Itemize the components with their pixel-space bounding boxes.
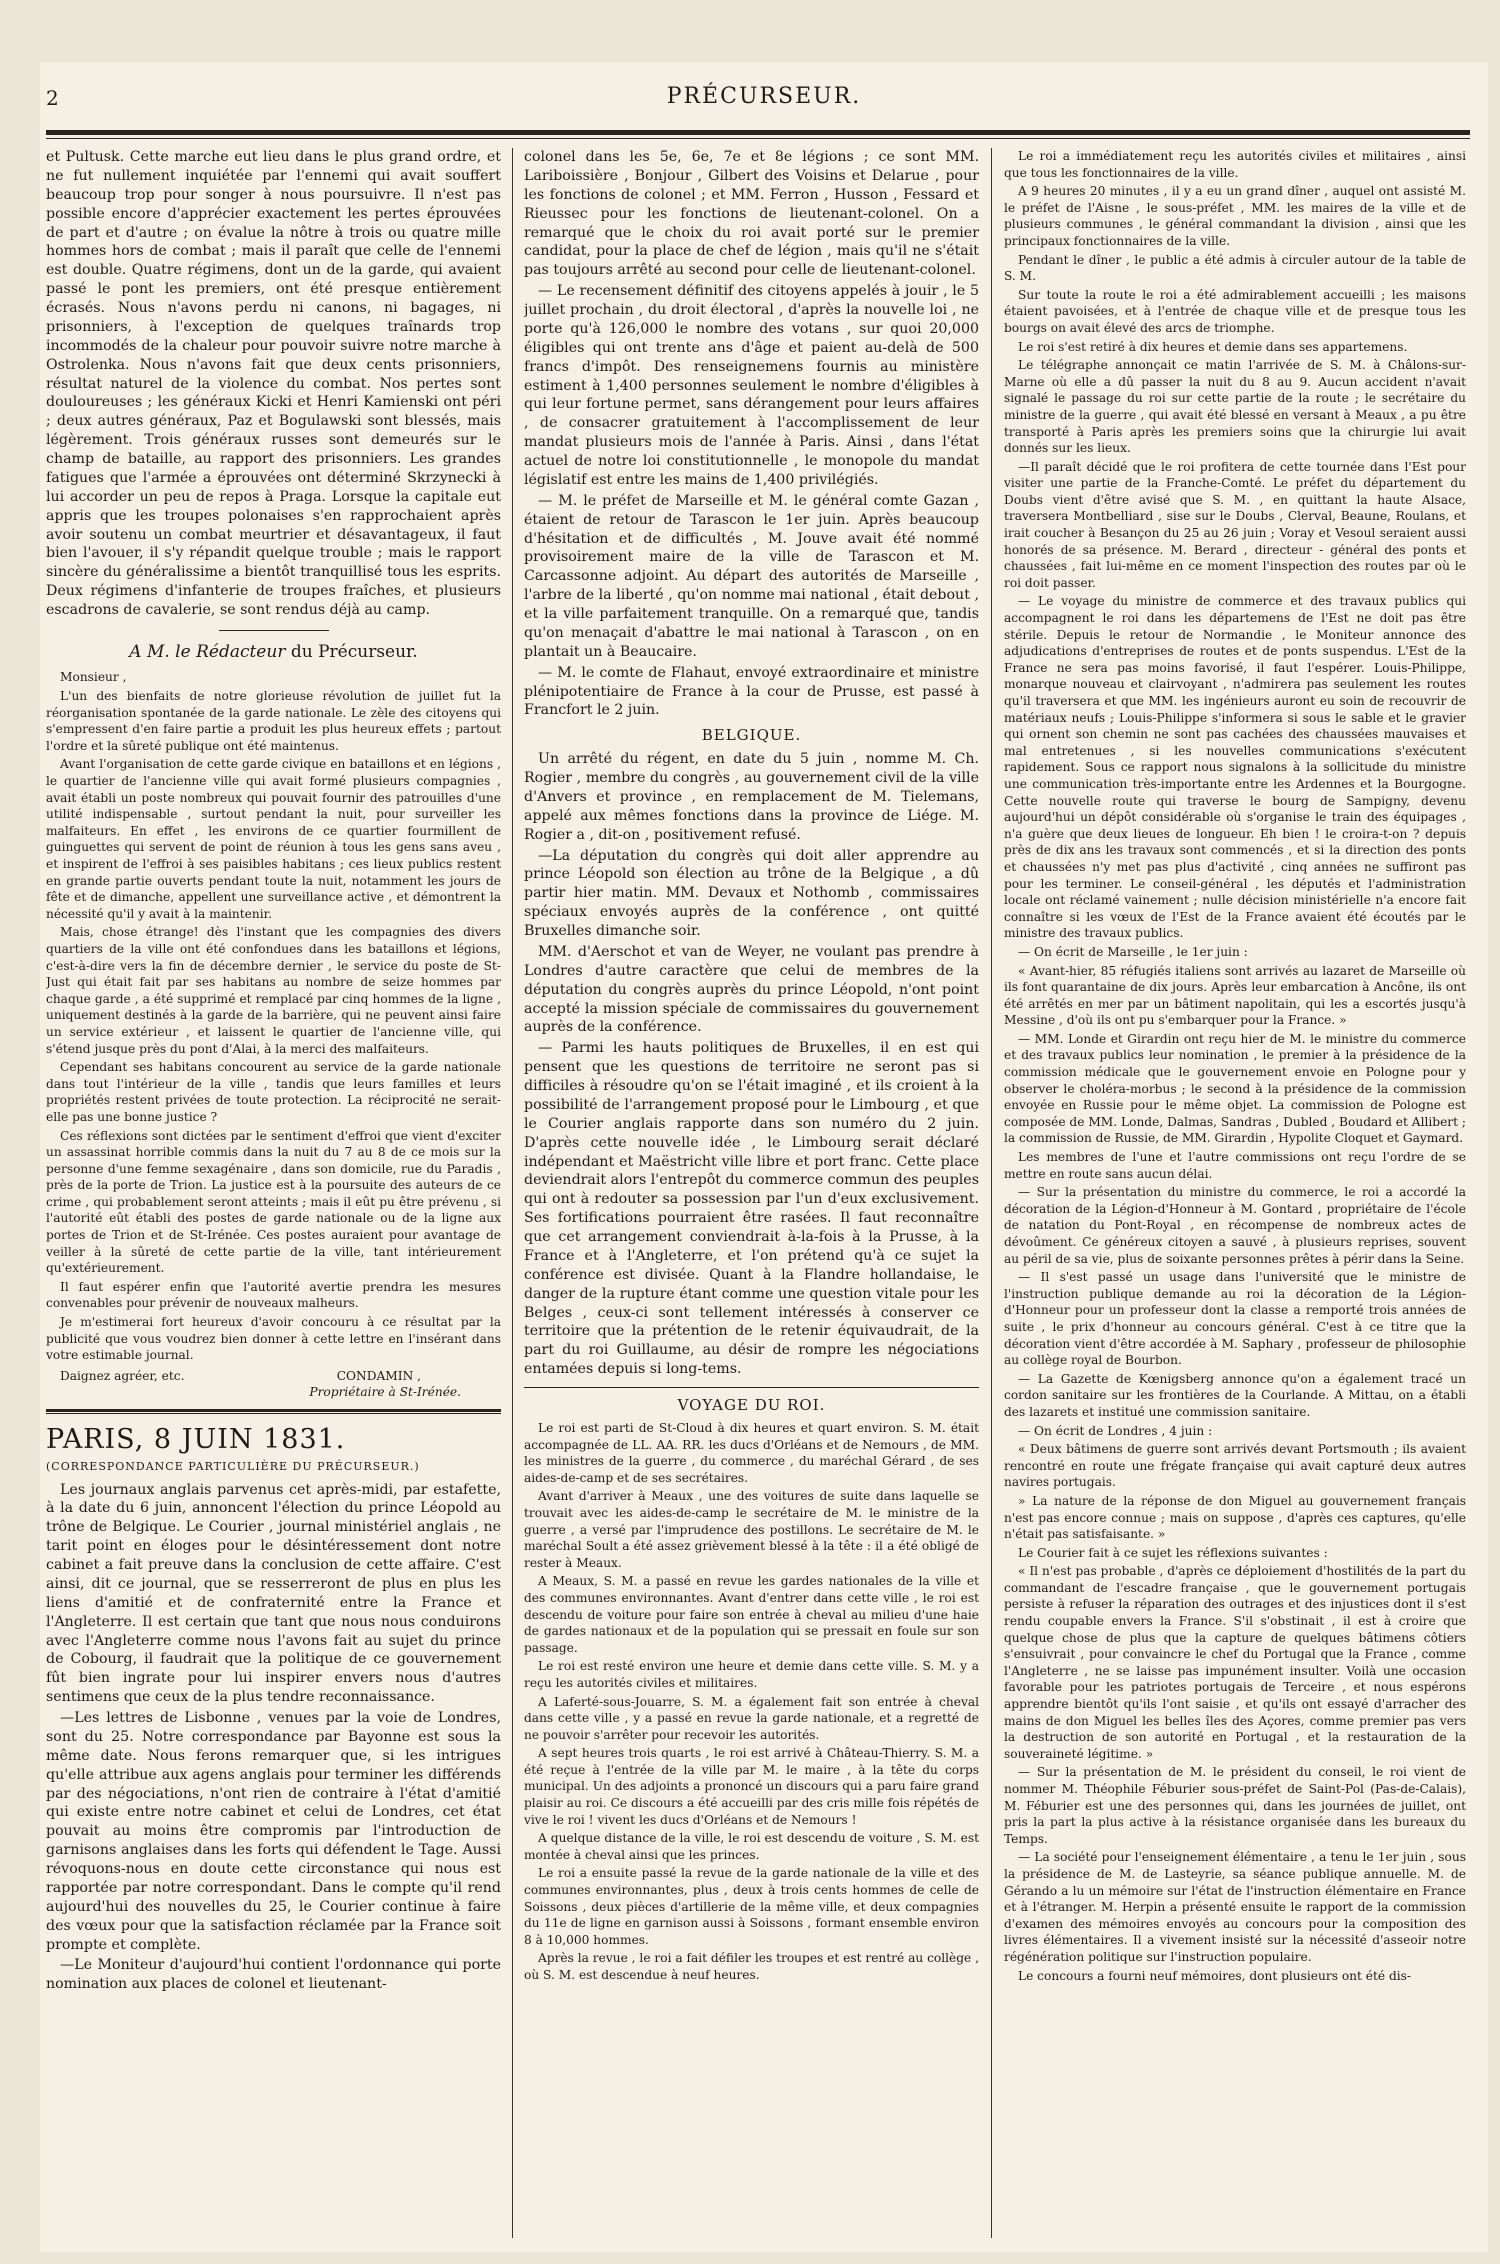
section-heading-voyage: VOYAGE DU ROI. bbox=[677, 1396, 826, 1415]
column-3 bbox=[1004, 148, 1466, 2238]
article-poland-end: et Pultusk. Cette marche eut lieu dans le plus grand ordre, et ne fut nullement inquiétée par l'ennemi qui avait souffert beaucoup trop pour songer à nous poursuivre. Il n'est pas possible encore d'apprécier exactement les pertes éprouvées de part et d'autre ; on évalue la nôtre à trois ou quatre mille hommes hors de combat ; mais il paraît que celle de l'ennemi est double. Quatre régimens, dont un de la garde, qui avaient passé le pont les premiers, ont été presque entièrement écrasés. Nous n'avons perdu ni canons, ni bagages, ni prisonniers, à l'exception de quelques traînards trop incommodés de la chaleur pour pouvoir suivre notre marche à Ostrolenka. Nous n'avons fait que deux cents prisonniers, résultat naturel de la violence du combat. Nos pertes sont douloureuses ; les généraux Kicki et Henri Kamienski ont péri ; deux autres généraux, Paz et Bogulawski sont blessés, mais légèrement. Trois généraux russes sont demeurés sur le champ de bataille, au rapport des prisonniers. Les grandes fatigues que l'armée a éprouvées ont déterminé Skrzynecki à lui accorder un peu de repos à Praga. Lorsque la capitale eut appris que les troupes polonaises s'en rapprochaient après avoir soutenu un combat meurtrier et désavantageux, il faut bien l'avouer, il s'y répandit quelque trouble ; mais le rapport sincère du généralissime a bientôt tranquillisé tous les esprits. Deux régimens d'infanterie de troupes fraîches, et plusieurs escadrons de cavalerie, se sont rendus déjà au camp. bbox=[46, 149, 501, 618]
letter-title-pre: A M. le Rédacteur bbox=[129, 641, 286, 662]
voyage-paragraph: Le roi est parti de St-Cloud à dix heures et quart environ. S. M. était accompagnée de LL. AA. RR. les ducs d'Orléans et de Nemours , de MM. les ministres de la guerre , du commerce , du maréchal Gérard , de ses aides-de-camp et de ses secrétaires. bbox=[524, 1421, 979, 1485]
voyage-paragraph: Le roi a ensuite passé la revue de la garde nationale de la ville et des communes environnantes, plus , deux à trois cents hommes de celle de Soissons , deux pièces d'artillerie de la même ville, et deux compagnies du 11e de ligne en garnison aussi à Soissons , formant ensemble environ 8 à 10,000 hommes. bbox=[524, 1866, 979, 1947]
news-paragraph: — Sur la présentation de M. le président du conseil, le roi vient de nommer M. Théophile Féburier sous-préfet de Saint-Pol (Pas-de-Calais), M. Féburier est une des personnes qui, dans les journées de juillet, ont pris la part la plus active à la résistance organisée dans les bureaux du Temps. bbox=[1004, 1765, 1466, 1846]
correspondance-label: (CORRESPONDANCE PARTICULIÈRE DU PRÉCURSEUR.) bbox=[46, 1459, 420, 1473]
news-paragraph: Le roi a immédiatement reçu les autorités civiles et militaires , ainsi que tous les fonctionnaires de la ville. bbox=[1004, 149, 1466, 180]
columns bbox=[46, 148, 1470, 2238]
letter-paragraph: Ces réflexions sont dictées par le sentiment d'effroi que vient d'exciter un assassinat horrible commis dans la nuit du 7 au 8 de ce mois sur la personne d'une femme sexagénaire , dans son domicile, rue du Paradis , près de la porte de Trion. La justice est à la poursuite des auteurs de ce crime , qui probablement seront atteints ; mais il eût pu être prévenu , si l'autorité eût établi des postes de garde nationale ou de la ligne aux portes de Trion et de St-Irénée. Ces postes auraient pour avantage de veiller à la sûreté de cette partie de la ville, tant intérieurement qu'extérieurement. bbox=[46, 1128, 501, 1276]
news-paragraph: — MM. Londe et Girardin ont reçu hier de M. le ministre du commerce et des travaux publics leur nomination , le premier à la présidence de la commission médicale que le gouvernement envoie en Pologne pour y observer le choléra-morbus ; le second à la présidence de la commission envoyée en Russie pour le même objet. La commission de Pologne est composée de MM. Londe, Dalmas, Sandras , Dubled , Boudard et Allibert ; la commission de Russie, de MM. Girardin , Hypolite Cloquet et Gaymard. bbox=[1004, 1031, 1466, 1146]
news-paragraph: — Sur la présentation du ministre du commerce, le roi a accordé la décoration de la Légion-d'Honneur à M. Gontard , propriétaire de l'école de natation du Pont-Royal , en récompense de nombreux actes de dévoûment. Ce généreux citoyen a sauvé , à plusieurs reprises, souvent au péril de sa vie, plus de soixante personnes prêtes à périr dans la Seine. bbox=[1004, 1185, 1466, 1266]
article-paragraph: —La députation du congrès qui doit aller apprendre au prince Léopold son élection au trône de la Belgique , a dû partir hier matin. MM. Devaux et Nothomb , commissaires spéciaux envoyés auprès de la conférence , ont quitté Bruxelles dimanche soir. bbox=[524, 847, 979, 940]
article-paragraph: —Les lettres de Lisbonne , venues par la voie de Londres, sont du 25. Notre correspondance par Bayonne est sous la même date. Nous ferons remarquer que, si les intrigues qu'elle attribue aux agens anglais pour terminer les différends par des négociations, n'ont rien de contraire à l'état d'amitié qui existe entre notre cabinet et celui de Londres, cet état pouvait au moins être compromis par l'introduction de garnisons anglaises dans les forts qui défendent le Tage. Aussi révoquons-nous en doute cette circonstance qui nous est rapportée par notre correspondant. Dans le compte qu'il rend aujourd'hui des nouvelles du 25, le Courier continue à faire des vœux pour que la satisfaction réclamée par la France soit prompte et complète. bbox=[46, 1710, 501, 1953]
letter-title bbox=[46, 641, 501, 664]
divider bbox=[524, 1387, 979, 1388]
page-header bbox=[40, 62, 1488, 108]
voyage-paragraph: A sept heures trois quarts , le roi est arrivé à Château-Thierry. S. M. a été reçue à l'entrée de la ville par M. le maire , à la tête du corps municipal. Un des adjoints a prononcé un discours qui a paru faire grand plaisir au roi. Ce discours a été accueilli par des cris mille fois répétés de vive le roi ! vivent les ducs d'Orléans et de Nemours ! bbox=[524, 1746, 979, 1827]
news-paragraph: « Il n'est pas probable , d'après ce déploiement d'hostilités de la part du commandant de l'escadre française , que le gouvernement portugais persiste à refuser la réparation des outrages et des injustices dont il s'est rendu coupable envers la France. S'il s'obstinait , il est à croire que quelque chose de plus que la capture de quelques bâtimens côtiers s'ensuivrait , pour convaincre le chef du Portugal que la France , comme l'Angleterre , ne se laisse pas impunément insulter. Voilà une occasion favorable pour les patriotes portugais de Terceire , et nous espérons apprendre bientôt qu'ils l'ont saisie , et qu'ils ont essayé d'arracher des mains de don Miguel les belles îles des Açores, comme premier pas vers la destruction de son autorité en Portugal , et la restauration de la souveraineté légitime. » bbox=[1004, 1564, 1466, 1761]
closing-text: Daignez agréer, etc. bbox=[60, 1368, 185, 1383]
letter-salutation: Monsieur , bbox=[60, 670, 127, 685]
news-paragraph: Le Courier fait à ce sujet les réflexions suivantes : bbox=[1018, 1545, 1328, 1560]
voyage-paragraph: Le roi est resté environ une heure et demie dans cette ville. S. M. y a reçu les autorités civiles et militaires. bbox=[524, 1659, 979, 1690]
voyage-paragraph: A Laferté-sous-Jouarre, S. M. a également fait son entrée à cheval dans cette ville , y a passé en revue la garde nationale, et a regretté de ne pouvoir s'arrêter pour recevoir les autorités. bbox=[524, 1694, 979, 1742]
voyage-paragraph: A Meaux, S. M. a passé en revue les gardes nationales de la ville et des communes environnantes. Avant d'entrer dans cette ville , le roi est descendu de voiture pour faire son entrée à cheval au milieu d'une haie de gardes nationaux et de la population qui se pressait en foule sur son passage. bbox=[524, 1574, 979, 1655]
article-paragraph: Un arrêté du régent, en date du 5 juin , nomme M. Ch. Rogier , membre du congrès , au gouvernement civil de la ville d'Anvers et province , en remplacement de M. Tielemans, appelé aux mêmes fonctions dans la province de Liége. M. Rogier a , dit-on , positivement refusé. bbox=[524, 751, 979, 843]
masthead-title: PRÉCURSEUR. bbox=[666, 84, 862, 109]
letter-paragraph: Mais, chose étrange! dès l'instant que les compagnies des divers quartiers de la ville ont été confondues dans les bataillons et légions, c'est-à-dire vers la fin de décembre dernier , le service du poste de St-Just qui était fait par ses habitans au nombre de seize hommes par chaque garde , a été supprimé et remplacé par cinq hommes de la ligne , uniquement destinés à la garde de la barrière, qui ne peuvent ainsi faire un service extérieur , et laissent le quartier de l'ancienne ville, qui s'étend jusque près du pont d'Alai, à la merci des malfaiteurs. bbox=[46, 925, 501, 1056]
article-paragraph: — Le recensement définitif des citoyens appelés à jouir , le 5 juillet prochain , du droit électoral , d'après la nouvelle loi , ne porte qu'à 126,000 le nombre des votans , sur quoi 20,000 éligibles qui ont trente ans d'âge et paient au-delà de 500 francs d'impôt. Des renseignemens fournis au ministère estiment à 1,400 personnes seulement le nombre d'éligibles à qui leur fortune permet, sans dérangement pour leurs affaires , de consacrer gratuitement à l'accomplissement de leur mandat plusieurs mois de l'année à Paris. Ainsi , dans l'état actuel de notre loi constitutionnelle , le monopole du mandat législatif est entre les mains de 1,400 privilégiés. bbox=[524, 283, 979, 488]
article-paragraph: Les journaux anglais parvenus cet après-midi, par estafette, à la date du 6 juin, annoncent l'élection du prince Léopold au trône de Belgique. Le Courier , journal ministériel anglais , ne tarit point en éloges pour le désintéressement dont notre cabinet a fait preuve dans la conclusion de cette affaire. C'est ainsi, dit ce journal, que se resserreront de plus en plus les liens d'amitié et de confraternité entre la France et l'Angleterre. Il est certain que tant que nous nous conduirons avec l'Angleterre comme nous l'avons fait au sujet du prince de Cobourg, il faudrait que la politique de ce gouvernement fût bien ingrate pour lui inspirer envers nous d'autres sentimens que ceux de la plus tendre reconnaissance. bbox=[46, 1481, 501, 1706]
news-paragraph: Le télégraphe annonçait ce matin l'arrivée de S. M. à Châlons-sur-Marne où elle a dû passer la nuit du 8 au 9. Aucun accident n'avait signalé le passage du roi sur cette partie de la route ; le secrétaire du ministre de la guerre , qui avait été blessé en versant à Meaux , a pu être transporté à Paris après les premiers soins que la chirurgie lui avait donnés sur les lieux. bbox=[1004, 358, 1466, 456]
news-paragraph: — Il s'est passé un usage dans l'université que le ministre de l'instruction publique demande au roi la décoration de la Légion-d'Honneur pour un professeur dont la classe a remporté trois années de suite , le prix d'honneur au concours général. C'est à ce titre que la décoration vient d'être accordée à M. Saphary , professeur de philosophie au collège royal de Bourbon. bbox=[1004, 1270, 1466, 1368]
news-paragraph: — La Gazette de Kœnigsberg annonce qu'on a également tracé un cordon sanitaire sur les frontières de la Courlande. A Mittau, on a établi des lazarets et institué une commission sanitaire. bbox=[1004, 1371, 1466, 1419]
article-paragraph: — Parmi les hauts politiques de Bruxelles, il en est qui pensent que les questions de territoire ne seront pas si difficiles à résoudre qu'on se l'était imaginé , et ils croient à la possibilité de l'arrangement proposé pour le Limbourg , et que le Courier anglais rapporte dans son numéro du 2 juin. D'après cette nouvelle idée , le Limbourg serait déclaré indépendant et Maëstricht ville libre et port franc. Cette place deviendrait alors l'entrepôt du commerce commun des peuples qui ont à redouter sa possession par l'un d'eux exclusivement. Ses fortifications pourraient être rasées. Il faut reconnaître que cet arrangement conviendrait à-la-fois à la Prusse, à la France et à l'Angleterre, et l'on prétend qu'à ce sujet la conférence est divisée. Quant à la Flandre hollandaise, le danger de la rupture étant comme une question vitale pour les Belges , ceux-ci sont tellement intéressés à conserver ce territoire que la prétention de le retenir équivaudrait, de la part du roi Guillaume, au désir de rompre les négociations entamées depuis si long-tems. bbox=[524, 1040, 979, 1378]
letter-paragraph: Je m'estimerai fort heureux d'avoir concouru à ce résultat par la publicité que vous voudrez bien donner à cette lettre en l'insérant dans votre estimable journal. bbox=[46, 1315, 501, 1363]
news-paragraph: —Il paraît décidé que le roi profitera de cette tournée dans l'Est pour visiter une partie de la Franche-Comté. Le préfet du département du Doubs vient d'être avisé que S. M. , en quittant la haute Alsace, traversera Montbelliard , sise sur le Doubs , Clerval, Beaune, Roulans, et irait coucher à Besançon du 25 au 26 juin ; Voray et Vesoul seraient aussi honorés de sa présence. M. Berard , directeur - général des ponts et chaussées , fait lui-même en ce moment l'inspection des routes par où le roi doit passer. bbox=[1004, 459, 1466, 590]
divider bbox=[219, 630, 329, 631]
signature-title: Propriétaire à St-Irénée. bbox=[309, 1385, 461, 1400]
section-rule bbox=[46, 1409, 501, 1412]
voyage-paragraph: A quelque distance de la ville, le roi est descendu de voiture , S. M. est montée à cheval ainsi que les princes. bbox=[524, 1831, 979, 1862]
news-paragraph: — Le voyage du ministre de commerce et des travaux publics qui accompagnent le roi dans les départemens de l'Est ne doit pas être stérile. Depuis le retour de Normandie , le Moniteur annonce des adjudications d'entreprises de routes et de ponts suspendus. L'Est de la France ne sera pas moins favorisé, il faut l'espérer. Louis-Philippe, monarque nouveau et clairvoyant , n'admirera pas seulement les routes qu'il traversera et que MM. les ingénieurs auront eu soin de recouvrir de matériaux neufs ; Louis-Philippe s'informera si sous le sable et le gravier qui ornent son chemin ne sont pas cachées des chaussées mauvaises et mal entretenues , si les nouvelles communications s'exécutent rapidement. Sous ce rapport nous signalons à la sollicitude du ministre une communication très-importante entre les Ardennes et la Bourgogne. Cette nouvelle route qui traverse le bourg de Sampigny, devenu aujourd'hui un dépôt considérable où s'organise le train des équipages , n'a guère que deux lieues de longueur. Eh bien ! le croira-t-on ? depuis près de dix ans les travaux sont commencés , et si la direction des ponts et chaussées n'y met pas plus d'activité , cinq années ne suffiront pas pour les terminer. Le conseil-général , les députés et l'administration locale ont réclamé vainement ; nulle décision ministérielle n'a encore fait connaître si les vœux de l'Est de la France avaient été écoutés par le ministre des travaux publics. bbox=[1004, 594, 1466, 941]
column-separator bbox=[991, 148, 992, 2238]
voyage-paragraph: Avant d'arriver à Meaux , une des voitures de suite dans laquelle se trouvait avec les aides-de-camp le secrétaire de M. le ministre de la guerre , a versé par l'imprudence des postillons. Le secrétaire de M. le maréchal Soult a été assez grièvement blessé à la tête : il a été obligé de rester à Meaux. bbox=[524, 1489, 979, 1570]
news-paragraph: — On écrit de Londres , 4 juin : bbox=[1018, 1423, 1213, 1438]
news-paragraph: » La nature de la réponse de don Miguel au gouvernement français n'est pas encore connue ; mais on suppose , d'après ces captures, qu'elle n'était pas satisfaisante. » bbox=[1004, 1493, 1466, 1542]
letter-title-post: du Précurseur. bbox=[290, 641, 418, 662]
news-paragraph: — La société pour l'enseignement élémentaire , a tenu le 1er juin , sous la présidence de M. de Lasteyrie, sa séance publique annuelle. M. de Gérando a lu un mémoire sur l'état de l'instruction élémentaire en France et à l'étranger. M. Herpin a présenté ensuite le rapport de la commission d'examen des mémoires envoyés au concours pour la composition des livres élémentaires. Il a vivement insisté sur la nécessité d'asseoir notre régénération politique sur l'instruction populaire. bbox=[1004, 1850, 1466, 1964]
news-paragraph: Les membres de l'une et l'autre commissions ont reçu l'ordre de se mettre en route sans aucun délai. bbox=[1004, 1150, 1466, 1181]
signature-name: CONDAMIN , bbox=[336, 1368, 421, 1383]
page-number: 2 bbox=[46, 86, 59, 110]
article-paragraph: colonel dans les 5e, 6e, 7e et 8e légions ; ce sont MM. Lariboissière , Bonjour , Gilbert des Voisins et Delarue , pour les fonctions de colonel ; et MM. Ferron , Husson , Fessard et Rieussec pour les fonctions de lieutenant-colonel. On a remarqué que le choix du roi avait porté sur le premier candidat, pour la place de chef de légion , mais qu'il ne s'était pas toujours arrêté au second pour celle de lieutenant-colonel. bbox=[524, 149, 979, 279]
news-paragraph: Le concours a fourni neuf mémoires, dont plusieurs ont été dis- bbox=[1018, 1968, 1412, 1983]
letter-paragraph: Cependant ses habitans concourent au service de la garde nationale dans tout l'intérieur de la ville , tandis que leurs familles et leurs propriétés restent privées de toute protection. La réciprocité ne serait-elle pas une bonne justice ? bbox=[46, 1060, 501, 1124]
news-paragraph: « Deux bâtimens de guerre sont arrivés devant Portsmouth ; ils avaient rencontré en route une frégate française qui avait capturé deux autres navires portugais. bbox=[1004, 1442, 1466, 1490]
news-paragraph: Sur toute la route le roi a été admirablement accueilli ; les maisons étaient pavoisées, et à l'entrée de chaque ville et de presque tous les bourgs on avait élevé des arcs de triomphe. bbox=[1004, 287, 1466, 335]
article-paragraph: MM. d'Aerschot et van de Weyer, ne voulant pas prendre à Londres d'autre caractère que celui de membres de la députation du congrès auprès du prince Léopold, n'ont point accepté la mission spéciale de commissaires du gouvernement auprès de la conférence. bbox=[524, 943, 979, 1036]
column-1 bbox=[46, 148, 501, 2238]
letter-paragraph: Il faut espérer enfin que l'autorité avertie prendra les mesures convenables pour prévenir de nouveaux malheurs. bbox=[46, 1279, 501, 1311]
letter-paragraph: L'un des bienfaits de notre glorieuse révolution de juillet fut la réorganisation spontanée de la garde nationale. Le zèle des citoyens qui s'empressent d'en faire partie a produit les plus heureux effets ; partout l'ordre et la sûreté publique ont été maintenus. bbox=[46, 689, 501, 753]
letter-paragraph: Avant l'organisation de cette garde civique en bataillons et en légions , le quartier de l'ancienne ville qui avait formé plusieurs compagnies , avait établi un poste nombreux qui pouvait fournir des patrouilles d'une utilité indispensable , surtout pendant la nuit, pour surveiller les malfaiteurs. En effet , les environs de ce quartier fourmillent de guinguettes qui servent de point de réunion à tous les gens sans aveu , et inspirent de l'effroi à ses paisibles habitans ; ces lieux publics restent en grande partie ouverts pendant toute la nuit, notamment les jours de fête et de dimanche, appellent une surveillance active , et démontrent la nécessité qu'il y avait à la maintenir. bbox=[46, 757, 501, 921]
article-paragraph: —Le Moniteur d'aujourd'hui contient l'ordonnance qui porte nomination aux places de colonel et lieutenant- bbox=[46, 1957, 501, 1993]
letter-closing bbox=[46, 1368, 501, 1385]
news-paragraph: A 9 heures 20 minutes , il y a eu un grand dîner , auquel ont assisté M. le préfet de l'Aisne , le sous-préfet , MM. les maires de la ville et de plusieurs communes , le général commandant la division , ainsi que les principaux fonctionnaires de la ville. bbox=[1004, 184, 1466, 248]
article-paragraph: — M. le comte de Flahaut, envoyé extraordinaire et ministre plénipotentiaire de France à la cour de Prusse, est passé à Francfort le 2 juin. bbox=[524, 664, 979, 719]
news-paragraph: Le roi s'est retiré à dix heures et demie dans ses appartemens. bbox=[1018, 339, 1408, 354]
news-paragraph: — On écrit de Marseille , le 1er juin : bbox=[1018, 944, 1248, 959]
section-rule-thin bbox=[46, 1413, 501, 1414]
voyage-paragraph: Après la revue , le roi a fait défiler les troupes et est rentré au collège , où S. M. est descendue à neuf heures. bbox=[524, 1951, 979, 1982]
newspaper-page bbox=[40, 62, 1488, 2252]
dateline: PARIS, 8 JUIN 1831. bbox=[46, 1424, 346, 1456]
column-2 bbox=[524, 148, 979, 2238]
header-rule-thin bbox=[46, 138, 1470, 139]
article-paragraph: — M. le préfet de Marseille et M. le général comte Gazan , étaient de retour de Tarascon le 1er juin. Après beaucoup d'hésitation et de difficultés , M. Jouve avait été nommé provisoirement maire de la ville de Tarascon et M. Carcassonne adjoint. Au départ des autorités de Marseille , l'arbre de la liberté , qu'on nomme mai national , était debout , et la ville parfaitement tranquille. On a remarqué que, tandis qu'on menaçait d'abattre le mai national à Tarascon , on en plantait un à Beaucaire. bbox=[524, 492, 979, 660]
column-separator bbox=[512, 148, 513, 2238]
news-paragraph: Pendant le dîner , le public a été admis à circuler autour de la table de S. M. bbox=[1004, 252, 1466, 284]
section-heading-belgique: BELGIQUE. bbox=[701, 726, 802, 745]
header-rule-thick bbox=[46, 130, 1470, 135]
news-paragraph: « Avant-hier, 85 réfugiés italiens sont arrivés au lazaret de Marseille où ils font quarantaine de dix jours. Après leur embarcation à Ancône, ils ont été arrêtés en mer par un bâtiment napolitain, qui les a escortés jusqu'à Messine , d'où ils ont pu s'embarquer pour la France. » bbox=[1004, 963, 1466, 1028]
